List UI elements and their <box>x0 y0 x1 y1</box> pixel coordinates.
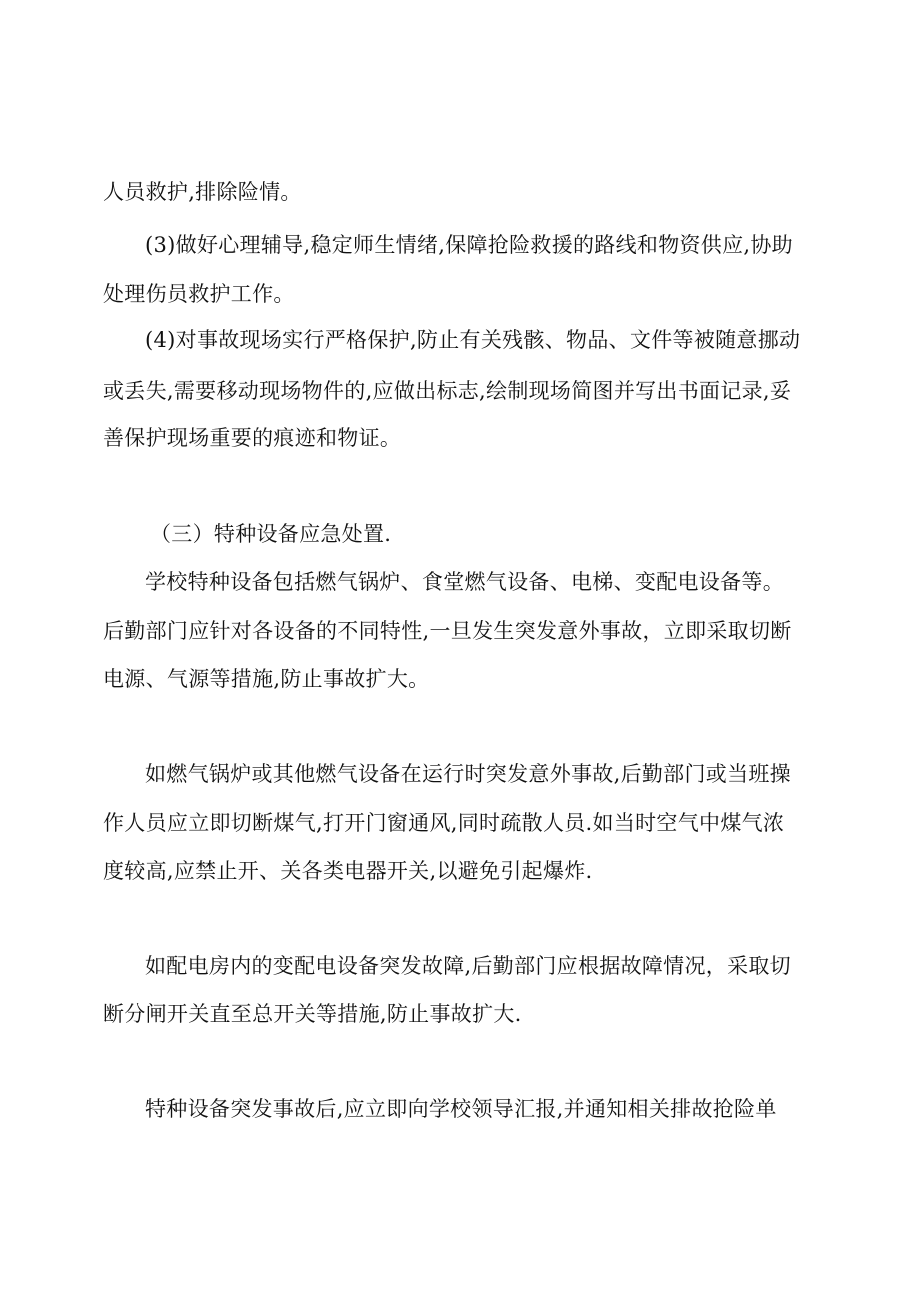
text-line-12: 作人员应立即切断煤气,打开门窗通风,同时疏散人员.如当时空气中煤气浓 <box>103 811 785 835</box>
text-line-13: 度较高,应禁止开、关各类电器开关,以避免引起爆炸. <box>103 859 593 883</box>
section-heading: （三）特种设备应急处置. <box>150 522 392 546</box>
text-line-5: 或丢失,需要移动现场物件的,应做出标志,绘制现场简图并写出书面记录,妥 <box>103 379 792 403</box>
text-line-9: 后勤部门应针对各设备的不同特性,一旦发生突发意外事故，立即采取切断 <box>103 619 792 643</box>
text-line-1: 人员救护,排除险情。 <box>103 180 302 204</box>
text-line-15: 断分闸开关直至总开关等措施,防止事故扩大. <box>103 1002 522 1026</box>
text-line-3: 处理伤员救护工作。 <box>103 282 295 306</box>
text-line-4: (4)对事故现场实行严格保护,防止有关残骸、物品、文件等被随意挪动 <box>145 328 801 352</box>
text-line-10: 电源、气源等措施,防止事故扩大。 <box>103 667 430 691</box>
text-line-14: 如配电房内的变配电设备突发故障,后勤部门应根据故障情况，采取切 <box>145 954 791 978</box>
text-line-6: 善保护现场重要的痕迹和物证。 <box>103 426 402 450</box>
text-line-16: 特种设备突发事故后,应立即向学校领导汇报,并通知相关排故抢险单 <box>145 1097 777 1121</box>
text-line-2: (3)做好心理辅导,稳定师生情绪,保障抢险救援的路线和物资供应,协助 <box>145 233 793 257</box>
text-line-11: 如燃气锅炉或其他燃气设备在运行时突发意外事故,后勤部门或当班操 <box>145 762 791 786</box>
text-line-8: 学校特种设备包括燃气锅炉、食堂燃气设备、电梯、变配电设备等。 <box>145 570 784 594</box>
